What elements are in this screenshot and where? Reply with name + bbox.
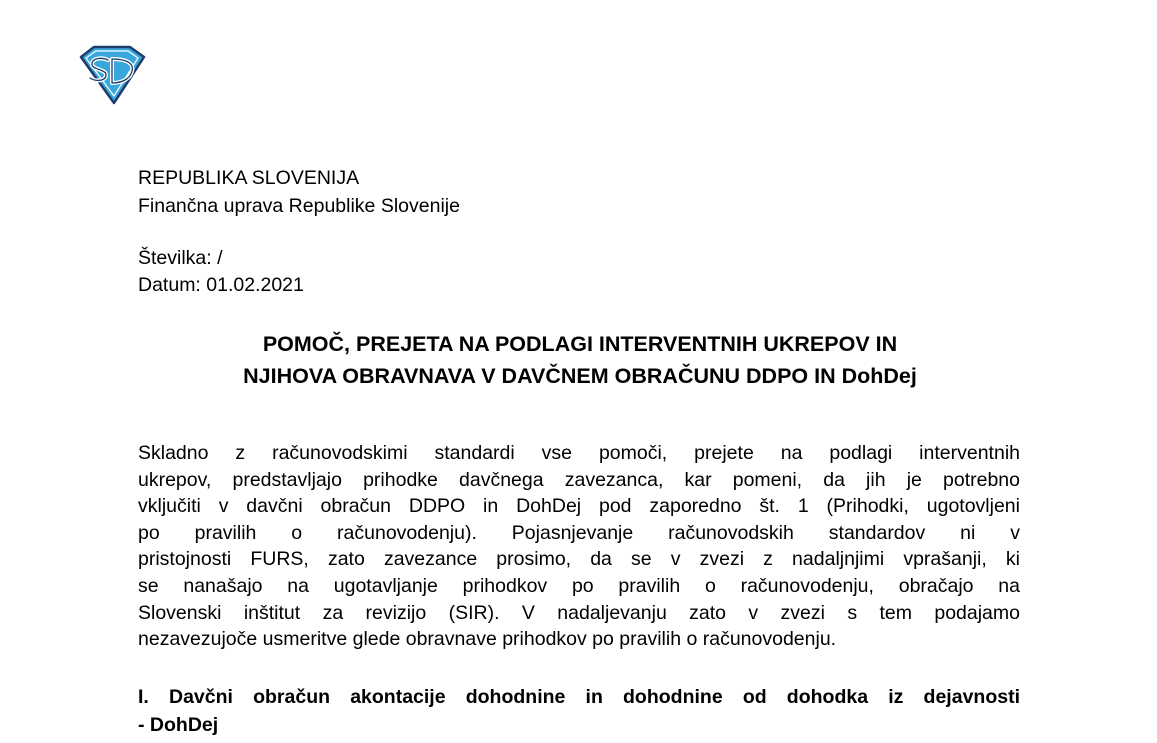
body-line: Slovenski inštitut za revizijo (SIR). V nadaljevanju zato v zvezi s tem podajamo: [138, 601, 1020, 624]
body-line: pristojnosti FURS, zato zavezance prosimo, da se v zvezi z nadaljnjimi vprašanji, ki: [138, 548, 1020, 571]
document-title-line-1: POMOČ, PREJETA NA PODLAGI INTERVENTNIH UKREPOV IN: [262, 332, 898, 356]
document-date: Datum: 01.02.2021: [138, 274, 304, 296]
section-heading-line-1: I. Davčni obračun akontacije dohodnine in dohodnine od dohodka iz dejavnosti: [138, 686, 1020, 708]
body-line: Skladno z računovodskimi standardi vse pomoči, prejete na podlagi interventnih: [138, 442, 1020, 464]
body-line: po pravilih o računovodenju). Pojasnjevanje računovodskih standardov ni v: [138, 521, 1020, 544]
sd-shield-logo-icon: [78, 45, 146, 105]
section-heading-line-2: - DohDej: [138, 714, 219, 736]
section-heading: [138, 683, 1020, 739]
document-title: [120, 328, 1040, 392]
body-line: nezavezujoče usmeritve glede obravnave prihodkov po pravilih o računovodenju.: [138, 628, 837, 651]
document-title-line-2: NJIHOVA OBRAVNAVA V DAVČNEM OBRAČUNU DDPO IN DohDej: [243, 364, 917, 388]
header-authority: Finančna uprava Republike Slovenije: [138, 195, 460, 217]
header-republic: REPUBLIKA SLOVENIJA: [138, 167, 360, 189]
document-number: Številka: /: [138, 247, 223, 269]
body-paragraph: [138, 440, 1020, 653]
body-line: se nanašajo na ugotavljanje prihodkov po pravilih o računovodenju, obračajo na: [138, 574, 1020, 597]
body-line: vključiti v davčni obračun DDPO in DohDej pod zaporedno št. 1 (Prihodki, ugotovljeni: [138, 495, 1020, 518]
body-line: ukrepov, predstavljajo prihodke davčnega zavezanca, kar pomeni, da jih je potrebno: [138, 468, 1020, 491]
